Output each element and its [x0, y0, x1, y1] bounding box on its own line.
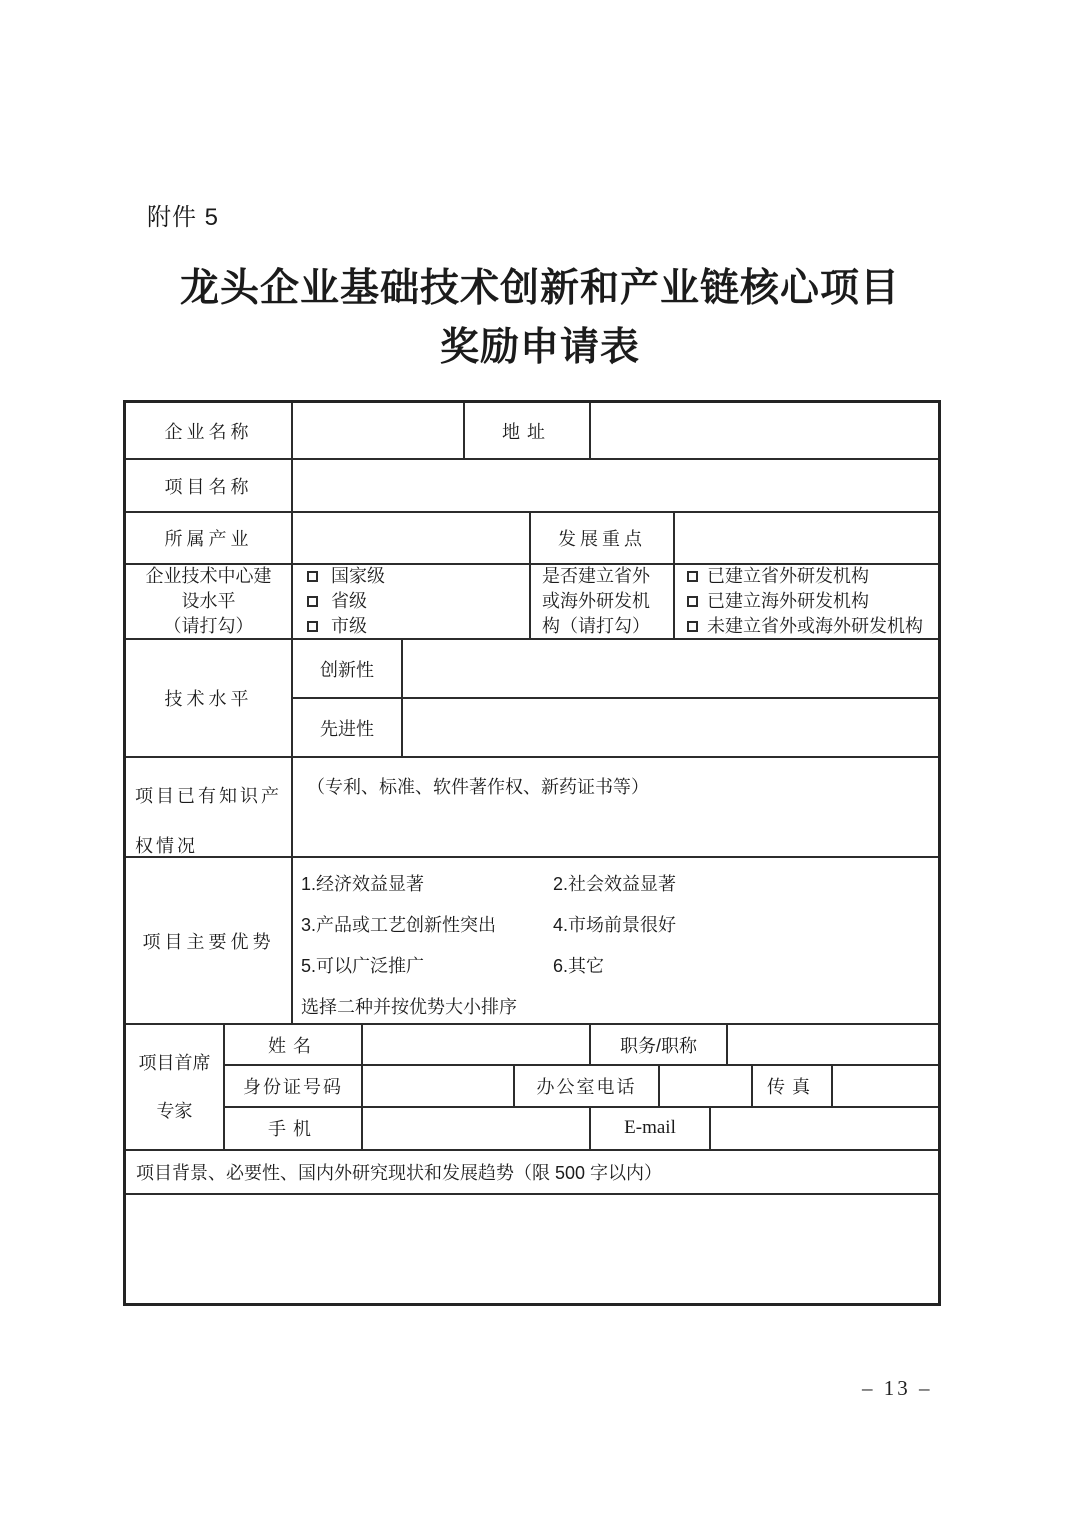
- overseas-rd-options: [675, 565, 938, 638]
- ip-status-label: 项目已有知识产 权情况: [126, 758, 293, 856]
- innovation-label: 创新性: [293, 640, 403, 697]
- form-title: [0, 260, 1080, 377]
- advantage-item-row: 1.经济效益显著 2.社会效益显著: [301, 873, 677, 894]
- tech-center-options: [293, 565, 531, 638]
- address-input-cell[interactable]: [591, 403, 938, 458]
- checkbox-icon[interactable]: [307, 571, 318, 582]
- email-input-cell[interactable]: [711, 1108, 938, 1149]
- tech-level-label: 技术水平: [126, 640, 293, 756]
- advantages-label: 项目主要优势: [126, 858, 293, 1023]
- checkbox-icon[interactable]: [307, 621, 318, 632]
- job-title-input-cell[interactable]: [728, 1025, 938, 1064]
- advantages-list: [293, 858, 938, 1023]
- expert-name-row: [225, 1025, 938, 1066]
- row-background-header: [126, 1151, 938, 1195]
- industry-label: 所属产业: [126, 513, 293, 563]
- development-focus-input-cell[interactable]: [675, 513, 938, 563]
- row-background-content: [126, 1195, 938, 1303]
- expert-mobile-row: [225, 1108, 938, 1149]
- office-phone-input-cell[interactable]: [660, 1066, 753, 1105]
- innovation-row: [293, 640, 938, 699]
- fax-label: 传真: [753, 1066, 833, 1105]
- mobile-input-cell[interactable]: [363, 1108, 591, 1149]
- tech-center-option-national[interactable]: 国家级: [307, 565, 385, 589]
- row-advantages: [126, 858, 938, 1025]
- form-title-line1: 龙头企业基础技术创新和产业链核心项目: [179, 267, 900, 310]
- id-number-label: 身份证号码: [225, 1066, 363, 1105]
- checkbox-icon[interactable]: [307, 596, 318, 607]
- ip-status-input-cell[interactable]: [293, 758, 938, 856]
- project-name-label: 项目名称: [126, 460, 293, 511]
- checkbox-icon[interactable]: [687, 596, 698, 607]
- office-phone-label: 办公室电话: [515, 1066, 660, 1105]
- mobile-label: 手机: [225, 1108, 363, 1149]
- innovation-input-cell[interactable]: [403, 640, 938, 697]
- row-tech-center: [126, 565, 938, 640]
- name-input-cell[interactable]: [363, 1025, 591, 1064]
- form-title-line2: 奖励申请表: [439, 325, 640, 369]
- row-industry: [126, 513, 938, 565]
- checkbox-icon[interactable]: [687, 621, 698, 632]
- row-ip-status: [126, 758, 938, 858]
- checkbox-icon[interactable]: [687, 571, 698, 582]
- email-label: E-mail: [591, 1108, 711, 1149]
- advantages-note: 选择二种并按优势大小排序: [301, 996, 517, 1017]
- id-number-input-cell[interactable]: [363, 1066, 515, 1105]
- overseas-option-none-built[interactable]: 未建立省外或海外研发机构: [687, 614, 923, 638]
- fax-input-cell[interactable]: [833, 1066, 938, 1105]
- chief-expert-label: 项目首席 专家: [126, 1025, 225, 1149]
- address-label: 地址: [465, 403, 591, 458]
- name-label: 姓名: [225, 1025, 363, 1064]
- overseas-rd-label: 是否建立省外 或海外研发机 构（请打勾）: [531, 565, 675, 638]
- row-tech-level: [126, 640, 938, 758]
- development-focus-label: 发展重点: [531, 513, 675, 563]
- company-name-input-cell[interactable]: [293, 403, 465, 458]
- ip-hint: （专利、标准、软件著作权、新药证书等）: [307, 777, 649, 797]
- row-chief-expert: [126, 1025, 938, 1151]
- tech-center-level-label: 企业技术中心建 设水平 （请打勾）: [126, 565, 293, 638]
- row-company: [126, 403, 938, 460]
- background-input-area[interactable]: [126, 1195, 938, 1303]
- attachment-label: 附件 5: [147, 204, 220, 231]
- tech-center-option-municipal[interactable]: 市级: [307, 614, 367, 638]
- expert-id-row: [225, 1066, 938, 1107]
- project-name-input-cell[interactable]: [293, 460, 938, 511]
- advancement-label: 先进性: [293, 699, 403, 756]
- application-form-table: [123, 400, 941, 1306]
- job-title-label: 职务/职称: [591, 1025, 728, 1064]
- advancement-row: [293, 699, 938, 756]
- tech-center-option-provincial[interactable]: 省级: [307, 589, 367, 614]
- background-header: 项目背景、必要性、国内外研究现状和发展趋势（限 500 字以内）: [136, 1163, 663, 1183]
- company-name-label: 企业名称: [126, 403, 293, 458]
- advantage-item-row: 3.产品或工艺创新性突出 4.市场前景很好: [301, 914, 677, 935]
- overseas-option-provincial-built[interactable]: 已建立省外研发机构: [687, 565, 869, 589]
- advantage-item-row: 5.可以广泛推广 6.其它: [301, 955, 605, 976]
- industry-input-cell[interactable]: [293, 513, 531, 563]
- advancement-input-cell[interactable]: [403, 699, 938, 756]
- overseas-option-overseas-built[interactable]: 已建立海外研发机构: [687, 589, 869, 614]
- page-number: – 13 –: [862, 1376, 933, 1400]
- row-project-name: [126, 460, 938, 513]
